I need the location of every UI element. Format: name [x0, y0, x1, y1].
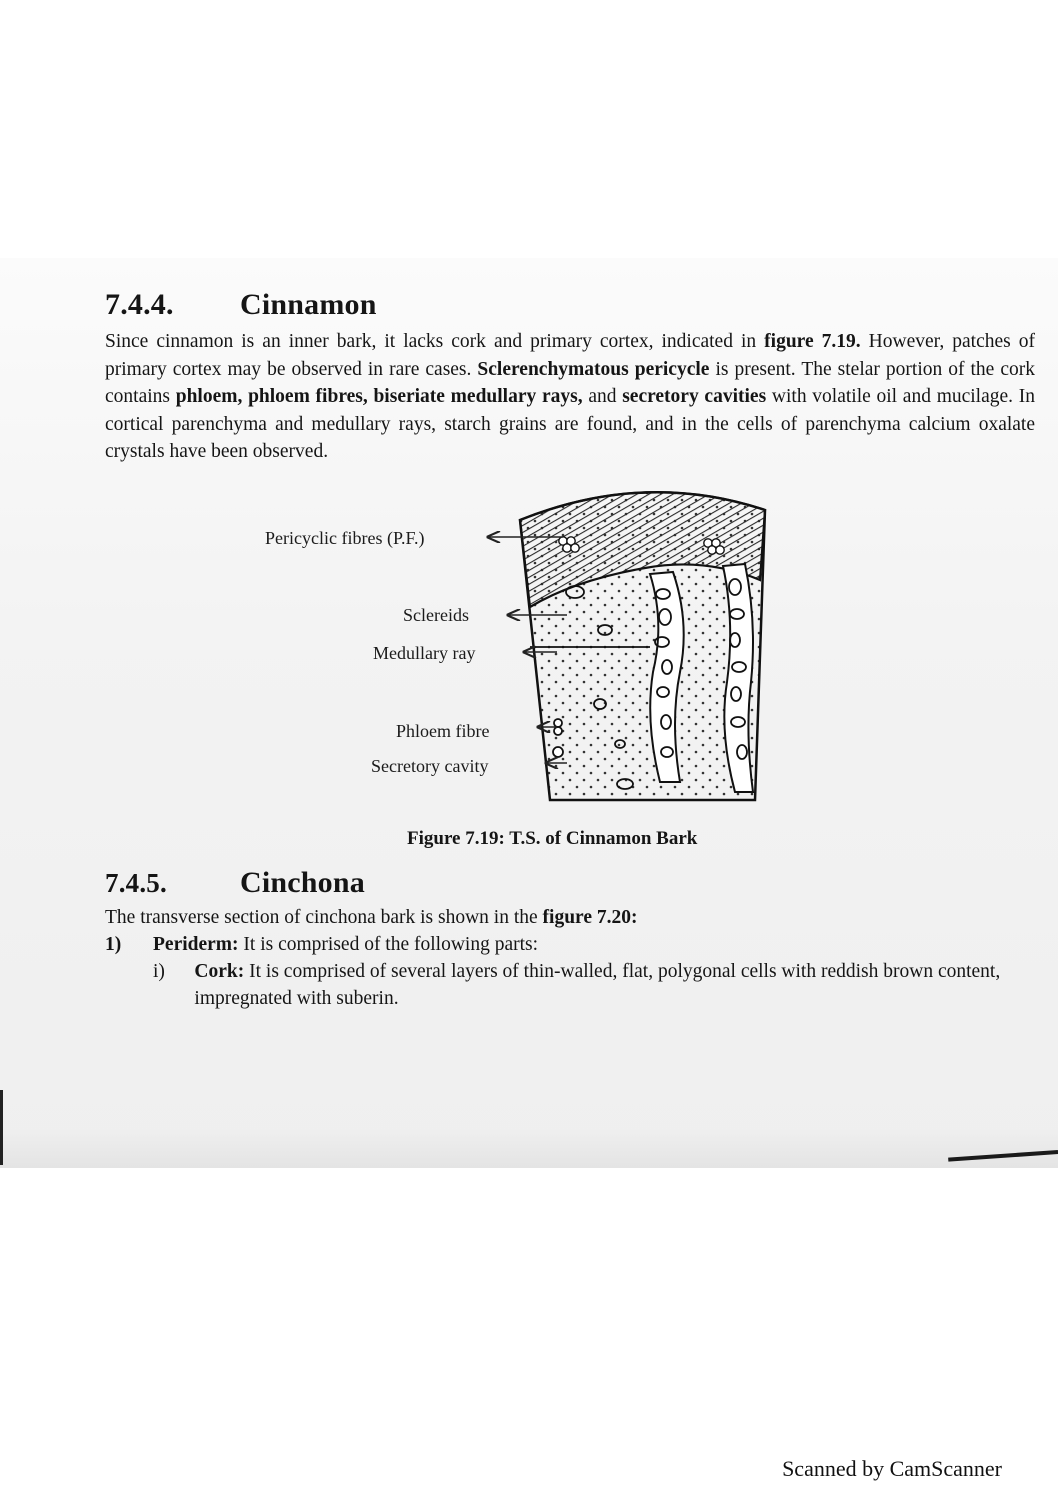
- scanner-watermark: Scanned by CamScanner: [782, 1456, 1002, 1481]
- page-content: [105, 286, 1035, 1012]
- figure-reference: figure 7.20: [542, 906, 632, 928]
- bold-term: secretory cavities: [622, 386, 767, 407]
- paragraph-text: with volatile oil and mucilage. In cortical parenchyma and medullary rays, starch grains are found, and in the cells of parenchyma calcium oxalate crystals have been observed.: [105, 386, 1036, 462]
- section-heading-cinchona: [105, 864, 1035, 902]
- label-pericyclic-fibres: Pericyclic fibres (P.F.): [265, 527, 425, 548]
- paragraph-text: However, patches of primary cortex may be observed in rare cases.: [105, 331, 1035, 380]
- section-title: Cinchona: [240, 865, 365, 899]
- label-secretory-cavity: Secretory cavity: [371, 755, 489, 776]
- list-item: [105, 931, 1035, 958]
- periderm-sublist: [153, 958, 1035, 1012]
- bold-term: figure 7.19.: [764, 331, 861, 352]
- figure-caption: Figure 7.19: T.S. of Cinnamon Bark: [407, 827, 698, 849]
- figure-cinnamon-bark: [105, 482, 1035, 862]
- label-phloem-fibre: Phloem fibre: [396, 720, 490, 741]
- bold-term: phloem, phloem fibres, biseriate medullary rays,: [175, 386, 583, 407]
- section-title: Cinnamon: [240, 288, 377, 321]
- list-marker: 1): [105, 934, 122, 955]
- list-marker: i): [153, 961, 165, 982]
- cinnamon-bark-diagram: [105, 482, 1035, 822]
- section-heading-cinnamon: [105, 286, 1035, 324]
- periderm-list: [105, 931, 1035, 958]
- paragraph-text: and: [582, 386, 623, 407]
- paragraph-text: Since cinnamon is an inner bark, it lacks cork and primary cortex, indicated in: [105, 331, 765, 352]
- label-sclereids: Sclereids: [403, 604, 469, 625]
- cinnamon-paragraph: [105, 328, 1035, 466]
- bold-term: Sclerenchymatous pericycle: [477, 358, 710, 380]
- page-left-edge: [0, 1090, 3, 1165]
- list-item-label: Periderm:: [153, 934, 239, 955]
- list-item: [153, 958, 1035, 1012]
- intro-text: The transverse section of cinchona bark is shown in the: [105, 906, 543, 928]
- cinchona-intro: [105, 904, 1035, 932]
- section-number: 7.4.5.: [105, 867, 167, 898]
- intro-colon: :: [631, 906, 638, 928]
- list-item-text: It is comprised of the following parts:: [238, 934, 539, 955]
- list-item-label: Cork:: [194, 961, 245, 982]
- label-medullary-ray: Medullary ray: [373, 642, 476, 663]
- paragraph-text: is present. The stelar portion of the cork contains: [105, 358, 1035, 407]
- section-number: 7.4.4.: [105, 288, 174, 321]
- list-item-text: It is comprised of several layers of thin-walled, flat, polygonal cells with reddish brown content, impregnated with suberin.: [194, 961, 1001, 1009]
